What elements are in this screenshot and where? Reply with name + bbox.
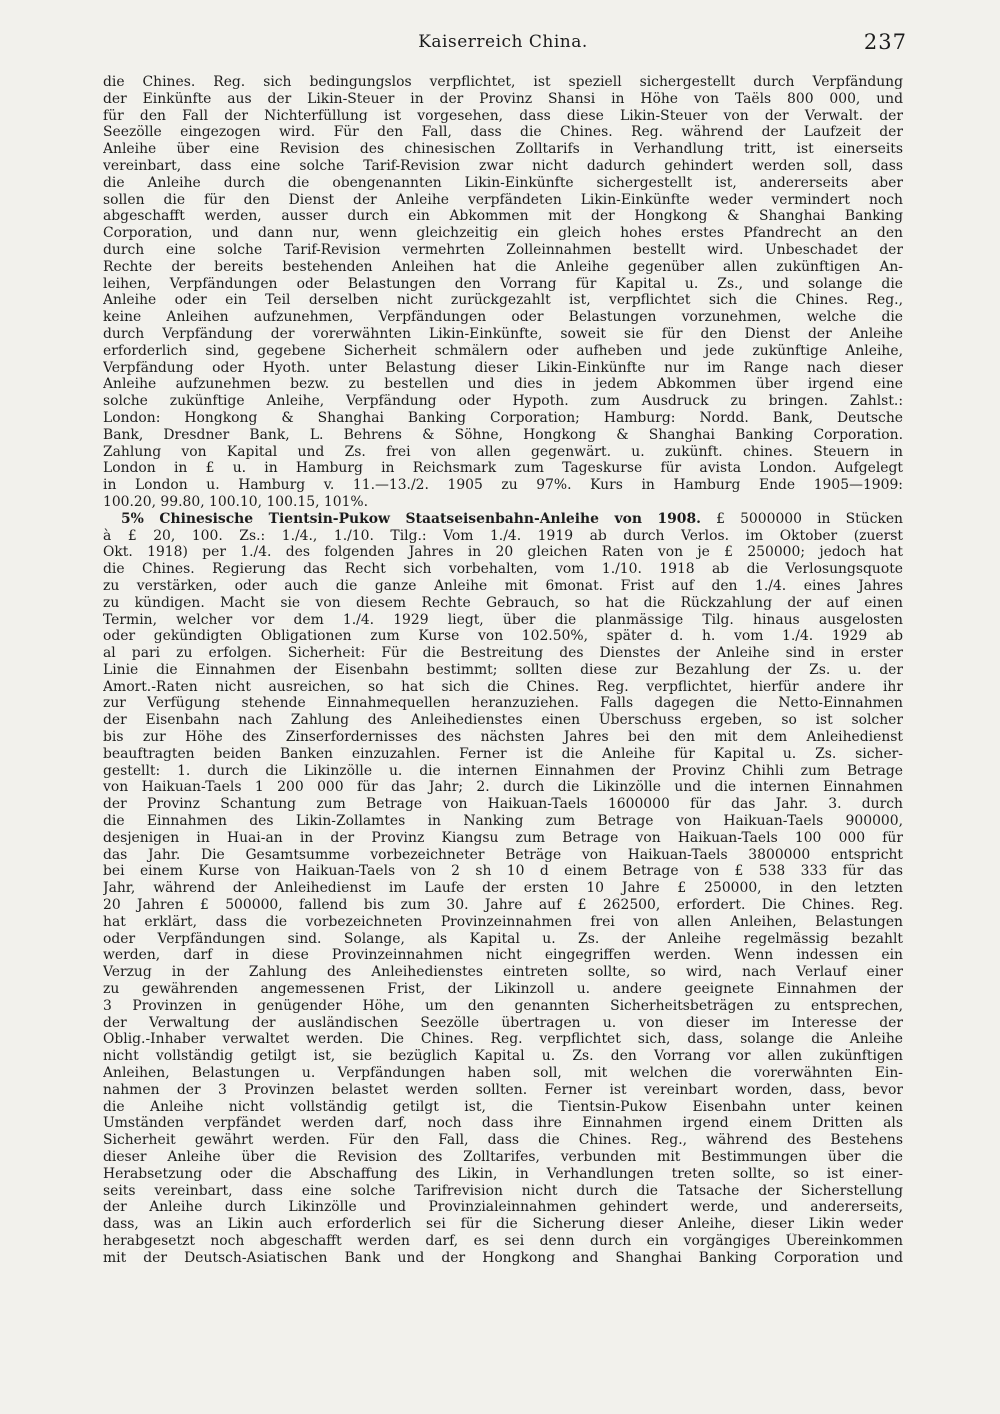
paragraph-tientsin-pukow-loan <box>103 511 903 1267</box>
text-line: der Einkünfte aus der Likin-Steuer in der Provinz Shansi in Höhe von Taëls 800 000, und <box>103 90 903 107</box>
text-line: Anleihe oder ein Teil derselben nicht zurückgezahlt ist, verpflichtet sich die Chines. Reg., <box>103 292 903 309</box>
body-text <box>103 74 903 1267</box>
text-line: Umständen verpfändet werden darf, noch dass ihre Einnahmen irgend einem Dritten als <box>103 1115 903 1132</box>
text-line: Amort.-Raten nicht ausreichen, so hat sich die Chines. Reg. verpflichtet, hierfür andere ihr <box>103 678 903 695</box>
text-line: dass, was an Likin auch erforderlich sei für die Sicherung dieser Anleihe, dieser Likin weder <box>103 1216 903 1233</box>
text-line: bis zur Höhe des Zinserfordernisses des nächsten Jahres bei den mit dem Anleihedienst <box>103 729 903 746</box>
text-line: à £ 20, 100. Zs.: 1./4., 1./10. Tilg.: Vom 1./4. 1919 ab durch Verlos. im Oktober (zuerst <box>103 527 903 544</box>
text-line: die Chines. Reg. sich bedingungslos verpflichtet, ist speziell sichergestellt durch Verpfändung <box>103 74 903 90</box>
text-line: 3 Provinzen in genügender Höhe, um den genannten Sicherheitsbeträgen zu entsprechen, <box>103 997 903 1014</box>
text-line: erforderlich sind, gegebene Sicherheit schmälern oder aufheben und jede zukünftige Anleihe, <box>103 342 903 359</box>
text-line: sollen die für den Dienst der Anleihe verpfändeten Likin-Einkünfte weder vermindert noch <box>103 191 903 208</box>
text-line: Anleihe aufzunehmen bezw. zu bestellen und dies in jedem Abkommen über irgend eine <box>103 376 903 393</box>
text-line: der Provinz Schantung zum Betrage von Haikuan-Taels 1600000 für das Jahr. 3. durch <box>103 796 903 813</box>
text-line: abgeschafft werden, ausser durch ein Abkommen mit der Hongkong & Shanghai Banking <box>103 208 903 225</box>
text-line: die Anleihe durch die obengenannten Likin-Einkünfte sichergestellt ist, andererseits aber <box>103 174 903 191</box>
text-line: vereinbart, dass eine solche Tarif-Revision zwar nicht dadurch gehindert werden soll, dass <box>103 157 903 174</box>
text-line: Rechte der bereits bestehenden Anleihen hat die Anleihe gegenüber allen zukünftigen An- <box>103 258 903 275</box>
text-line: in London u. Hamburg v. 11.—13./2. 1905 zu 97%. Kurs in Hamburg Ende 1905—1909: <box>103 477 903 494</box>
text-line: von Haikuan-Taels 1 200 000 für das Jahr; 2. durch die Likinzölle und die internen Einnahmen <box>103 779 903 796</box>
text-line: Oblig.-Inhaber verwaltet werden. Die Chines. Reg. verpflichtet sich, dass, solange die Anleihe <box>103 1031 903 1048</box>
text-line: hat erklärt, dass die vorbezeichneten Provinzeinnahmen frei von allen Anleihen, Belastungen <box>103 913 903 930</box>
text-line: nicht vollständig getilgt ist, sie bezüglich Kapital u. Zs. den Vorrang vor allen zukünftigen <box>103 1048 903 1065</box>
text-line: Corporation, und dann nur, wenn gleichzeitig ein gleich hohes erstes Pfandrecht an den <box>103 225 903 242</box>
text-line: gestellt: 1. durch die Likinzölle u. die internen Einnahmen der Provinz Chihli zum Betrage <box>103 762 903 779</box>
text-line: Linie die Einnahmen der Eisenbahn bestimmt; sollten diese zur Bezahlung der Zs. u. der <box>103 661 903 678</box>
loan-heading: 5% Chinesische Tientsin-Pukow Staatseisenbahn-Anleihe von 1908. <box>121 510 701 527</box>
text-line: Sicherheit gewährt werden. Für den Fall, dass die Chines. Reg., während des Bestehens <box>103 1132 903 1149</box>
text-line: Okt. 1918) per 1./4. des folgenden Jahres in 20 gleichen Raten von je £ 250000; jedoch hat <box>103 544 903 561</box>
page-header <box>103 30 907 58</box>
text-line: die Einnahmen des Likin-Zollamtes in Nanking zum Betrage von Haikuan-Taels 900000, <box>103 813 903 830</box>
text-line: Verpfändung oder Hyoth. unter Belastung dieser Likin-Einkünfte nur im Range nach dieser <box>103 359 903 376</box>
text-line: für den Fall der Nichterfüllung ist vorgesehen, dass diese Likin-Steuer von der Verwalt. der <box>103 107 903 124</box>
text-line: London in £ u. in Hamburg in Reichsmark zum Tageskurse für avista London. Aufgelegt <box>103 460 903 477</box>
loan-heading-amount: £ 5000000 in Stücken <box>716 510 903 527</box>
text-line: desjenigen in Huai-an in der Provinz Kiangsu zum Betrage von Haikuan-Taels 100 000 für <box>103 829 903 846</box>
text-line: oder gekündigten Obligationen zum Kurse von 102.50%, später d. h. vom 1./4. 1929 ab <box>103 628 903 645</box>
text-line: al pari zu erfolgen. Sicherheit: Für die Bestreitung des Dienstes der Anleihe sind in erster <box>103 645 903 662</box>
text-line: werden, darf in diese Provinzeinnahmen nicht eingegriffen werden. Wenn indessen ein <box>103 947 903 964</box>
text-line: seits vereinbart, dass eine solche Tarifrevision nicht durch die Tatsache der Sicherstellung <box>103 1182 903 1199</box>
page-number: 237 <box>863 30 907 54</box>
text-line: Anleihen, Belastungen u. Verpfändungen haben soll, mit welchen die vorerwähnten Ein- <box>103 1065 903 1082</box>
text-line: herabgesetzt noch abgeschafft werden darf, es sei denn durch ein vorgängiges Übereinkommen <box>103 1232 903 1249</box>
text-line: leihen, Verpfändungen oder Belastungen den Vorrang für Kapital u. Zs., und solange die <box>103 275 903 292</box>
text-line: Verzug in der Zahlung des Anleihedienstes eintreten sollte, so wird, nach Verlauf einer <box>103 964 903 981</box>
text-line: 20 Jahren £ 500000, fallend bis zum 30. Jahre auf £ 262500, erfordert. Die Chines. Reg. <box>103 897 903 914</box>
text-line: der Verwaltung der ausländischen Seezölle übertragen u. von dieser im Interesse der <box>103 1014 903 1031</box>
text-line: London: Hongkong & Shanghai Banking Corporation; Hamburg: Nordd. Bank, Deutsche <box>103 409 903 426</box>
paragraph-loan-shansi <box>103 74 903 511</box>
text-line: der Anleihe durch Likinzölle und Provinzialeinnahmen gehindert werde, und andererseits, <box>103 1199 903 1216</box>
text-line: Anleihe über eine Revision des chinesischen Zolltarifs in Verhandlung tritt, ist einerseits <box>103 141 903 158</box>
text-line: Jahr, während der Anleihedienst im Laufe der ersten 10 Jahre £ 250000, in den letzten <box>103 880 903 897</box>
text-line: nahmen der 3 Provinzen belastet werden sollten. Ferner ist vereinbart worden, dass, bevor <box>103 1081 903 1098</box>
text-line: zu gewährenden angemessenen Frist, der Likinzoll u. andere geeignete Einnahmen der <box>103 981 903 998</box>
text-line: beauftragten beiden Banken einzuzahlen. Ferner ist die Anleihe für Kapital u. Zs. sicher- <box>103 745 903 762</box>
text-line: zur Verfügung stehende Einnahmequellen heranzuziehen. Falls dagegen die Netto-Einnahmen <box>103 695 903 712</box>
text-line: durch Verpfändung der vorerwähnten Likin-Einkünfte, soweit sie für den Dienst der Anleihe <box>103 325 903 342</box>
text-line: Herabsetzung oder die Abschaffung des Likin, in Verhandlungen treten sollte, so ist einer- <box>103 1165 903 1182</box>
text-line: oder Verpfändungen sind. Solange, als Kapital u. Zs. der Anleihe regelmässig bezahlt <box>103 930 903 947</box>
text-line: durch eine solche Tarif-Revision vermehrten Zolleinnahmen bestellt wird. Unbeschadet der <box>103 241 903 258</box>
text-line: mit der Deutsch-Asiatischen Bank und der Hongkong and Shanghai Banking Corporation und <box>103 1249 903 1266</box>
text-line: Bank, Dresdner Bank, L. Behrens & Söhne, Hongkong & Shanghai Banking Corporation. <box>103 426 903 443</box>
text-line: der Eisenbahn nach Zahlung des Anleihedienstes einen Überschuss ergeben, so ist solcher <box>103 712 903 729</box>
text-line: zu kündigen. Macht sie von diesem Rechte Gebrauch, so hat die Rückzahlung der auf einen <box>103 594 903 611</box>
text-line: bei einem Kurse von Haikuan-Taels von 2 sh 10 d einem Betrage von £ 538 333 für das <box>103 863 903 880</box>
loan-heading-line <box>103 511 903 528</box>
text-line: keine Anleihen aufzunehmen, Verpfändungen oder Belastungen vorzunehmen, welche die <box>103 309 903 326</box>
text-line: Seezölle eingezogen wird. Für den Fall, dass die Chines. Reg. während der Laufzeit der <box>103 124 903 141</box>
text-line: dieser Anleihe über die Revision des Zolltarifes, verbunden mit Bestimmungen über die <box>103 1149 903 1165</box>
text-line: Termin, welcher vor dem 1./4. 1929 liegt, über die planmässige Tilg. hinaus ausgelosten <box>103 611 903 628</box>
text-line: 100.20, 99.80, 100.10, 100.15, 101%. <box>103 493 369 510</box>
text-line: die Chines. Regierung das Recht sich vorbehalten, vom 1./10. 1918 ab die Verlosungsquote <box>103 561 903 578</box>
text-line: Zahlung von Kapital und Zs. frei von allen gegenwärt. u. zukünft. chines. Steuern in <box>103 443 903 460</box>
running-title: Kaiserreich China. <box>418 32 588 52</box>
text-line: die Anleihe nicht vollständig getilgt ist, die Tientsin-Pukow Eisenbahn unter keinen <box>103 1098 903 1115</box>
text-line: solche zukünftige Anleihe, Verpfändung oder Hypoth. zum Ausdruck zu bringen. Zahlst.: <box>103 393 903 410</box>
text-line: zu verstärken, oder auch die ganze Anleihe mit 6monat. Frist auf den 1./4. eines Jahres <box>103 577 903 594</box>
text-line: das Jahr. Die Gesamtsumme vorbezeichneter Beträge von Haikuan-Taels 3800000 entspricht <box>103 846 903 863</box>
